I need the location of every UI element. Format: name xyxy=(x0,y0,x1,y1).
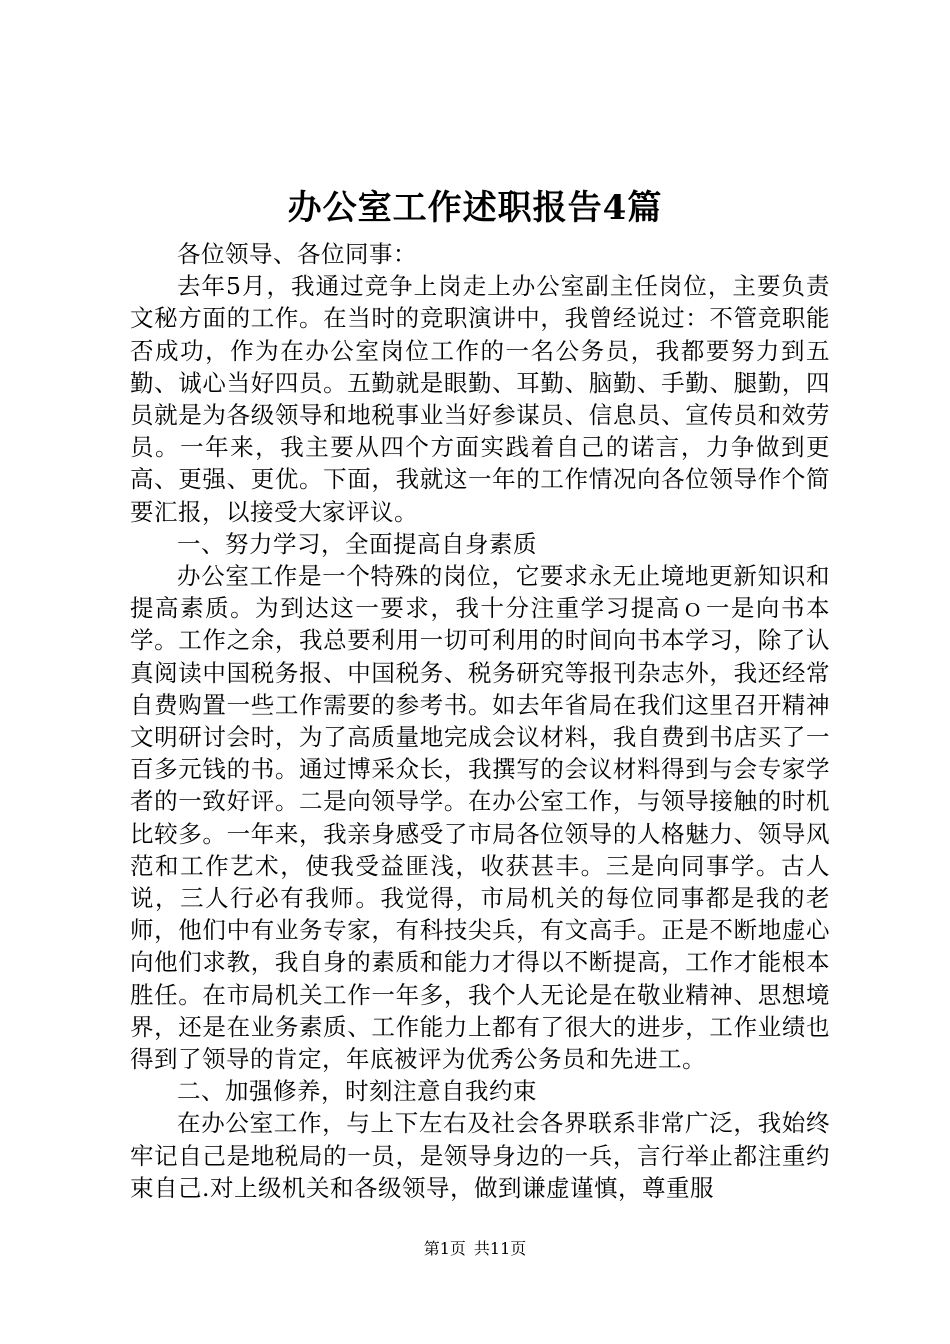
page-number: 第1页 xyxy=(423,1239,466,1258)
section-1-paragraph: 办公室工作是一个特殊的岗位，它要求永无止境地更新知识和提高素质。为到达这一要求，我十分注重学习提高ｏ一是向书本学。工作之余，我总要利用一切可利用的时间向书本学习，除了认真阅读中国税务报、中国税务、税务研究等报刊杂志外，我还经常自费购置一些工作需要的参考书。如去年省局在我们这里召开精神文明研讨会时，为了高质量地完成会议材料，我自费到书店买了一百多元钱的书。通过博采众长，我撰写的会议材料得到与会专家学者的一致好评。二是向领导学。在办公室工作，与领导接触的时机比较多。一年来，我亲身感受了市局各位领导的人格魅力、领导风范和工作艺术，使我受益匪浅，收获甚丰。三是向同事学。古人说，三人行必有我师。我觉得，市局机关的每位同事都是我的老师，他们中有业务专家，有科技尖兵，有文高手。正是不断地虚心向他们求教，我自身的素质和能力才得以不断提高，工作才能根本胜任。在市局机关工作一年多，我个人无论是在敬业精神、思想境界，还是在业务素质、工作能力上都有了很大的进步，工作业绩也得到了领导的肯定，年底被评为优秀公务员和先进工。 xyxy=(130,562,830,1074)
salutation-paragraph: 各位领导、各位同事： xyxy=(177,240,417,268)
page-total: 共11页 xyxy=(473,1239,527,1258)
section-2-paragraph: 在办公室工作，与上下左右及社会各界联系非常广泛，我始终牢记自己是地税局的一员，是领导身边的一兵，言行举止都注重约束自己.对上级机关和各级领导，做到谦虚谨慎，尊重服 xyxy=(130,1109,830,1202)
document-body xyxy=(130,238,830,1204)
section-heading-1: 一、努力学习，全面提高自身素质 xyxy=(177,529,537,558)
intro-paragraph: 去年5月，我通过竞争上岗走上办公室副主任岗位，主要负责文秘方面的工作。在当时的竞职演讲中，我曾经说过：不管竞职能否成功，作为在办公室岗位工作的一名公务员，我都要努力到五勤、诚心当好四员。五勤就是眼勤、耳勤、脑勤、手勤、腿勤，四员就是为各级领导和地税事业当好参谋员、信息员、宣传员和效劳员。一年来，我主要从四个方面实践着自己的诺言，力争做到更高、更强、更优。下面，我就这一年的工作情况向各位领导作个简要汇报，以接受大家评议。 xyxy=(130,272,830,526)
document-title: 办公室工作述职报告4篇 xyxy=(287,188,663,228)
section-heading-2: 二、加强修养，时刻注意自我约束 xyxy=(177,1077,537,1106)
page-footer xyxy=(0,1238,950,1260)
